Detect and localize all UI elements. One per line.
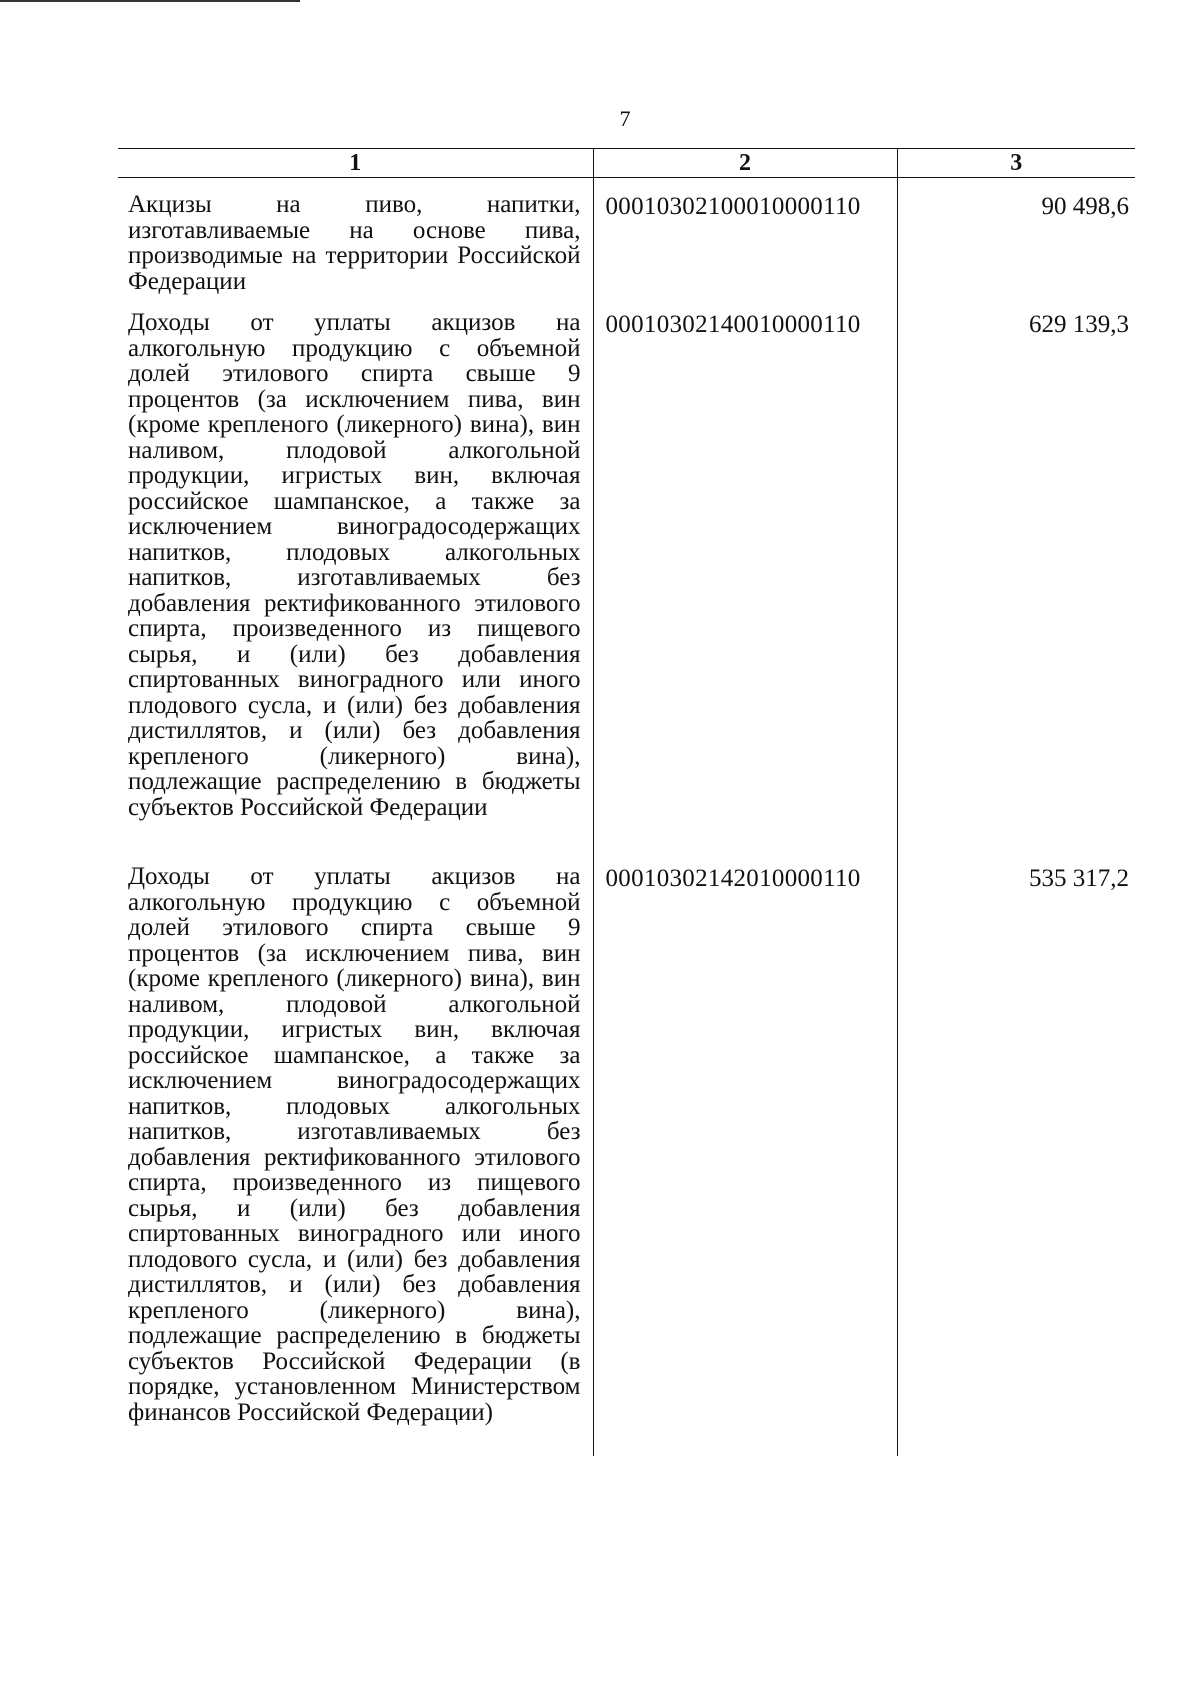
page-number: 7 (619, 106, 631, 131)
revenue-code: 00010302100010000110 (593, 178, 897, 297)
table-row (118, 178, 1135, 297)
column-header-3: 3 (897, 149, 1135, 178)
scan-edge-line (0, 0, 300, 2)
table-row (118, 296, 1135, 850)
revenue-name: Акцизы на пиво, напитки, изготавливаемые на основе пива, производимые на территории Российской Федерации (128, 191, 581, 295)
column-header-1: 1 (118, 149, 593, 178)
table-header-row (118, 149, 1135, 178)
revenue-amount: 535 317,2 (897, 850, 1135, 1456)
revenue-name: Доходы от уплаты акцизов на алкогольную продукцию с объемной долей этилового спирта свыше 9 процентов (за исключением пива, вин (кроме крепленого (ликерного) вина), вин наливом, плодовой алкогольной продукции, игристых вин, включая российское шампанское, а также за исключением виноградосодержащих напитков, плодовых алкогольных напитков, изготавливаемых без добавления ректификованного этилового спирта, произведенного из пищевого сырья, и (или) без добавления спиртованных виноградного или иного плодового сусла, и (или) без добавления дистиллятов, и (или) без добавления крепленого (ликерного) вина), подлежащие распределению в бюджеты субъектов Российской Федерации (в порядке, установленном Министерством финансов Российской Федерации) (128, 863, 581, 1426)
revenue-code: 00010302142010000110 (593, 850, 897, 1456)
column-header-2: 2 (593, 149, 897, 178)
revenue-amount: 629 139,3 (897, 296, 1135, 850)
budget-table (118, 148, 1135, 1456)
table-row (118, 850, 1135, 1456)
revenue-code: 00010302140010000110 (593, 296, 897, 850)
revenue-name: Доходы от уплаты акцизов на алкогольную продукцию с объемной долей этилового спирта свыше 9 процентов (за исключением пива, вин (кроме крепленого (ликерного) вина), вин наливом, плодовой алкогольной продукции, игристых вин, включая российское шампанское, а также за исключением виноградосодержащих напитков, плодовых алкогольных напитков, изготавливаемых без добавления ректификованного этилового спирта, произведенного из пищевого сырья, и (или) без добавления спиртованных виноградного или иного плодового сусла, и (или) без добавления дистиллятов, и (или) без добавления крепленого (ликерного) вина), подлежащие распределению в бюджеты субъектов Российской Федерации (128, 309, 581, 821)
revenue-amount: 90 498,6 (897, 178, 1135, 297)
